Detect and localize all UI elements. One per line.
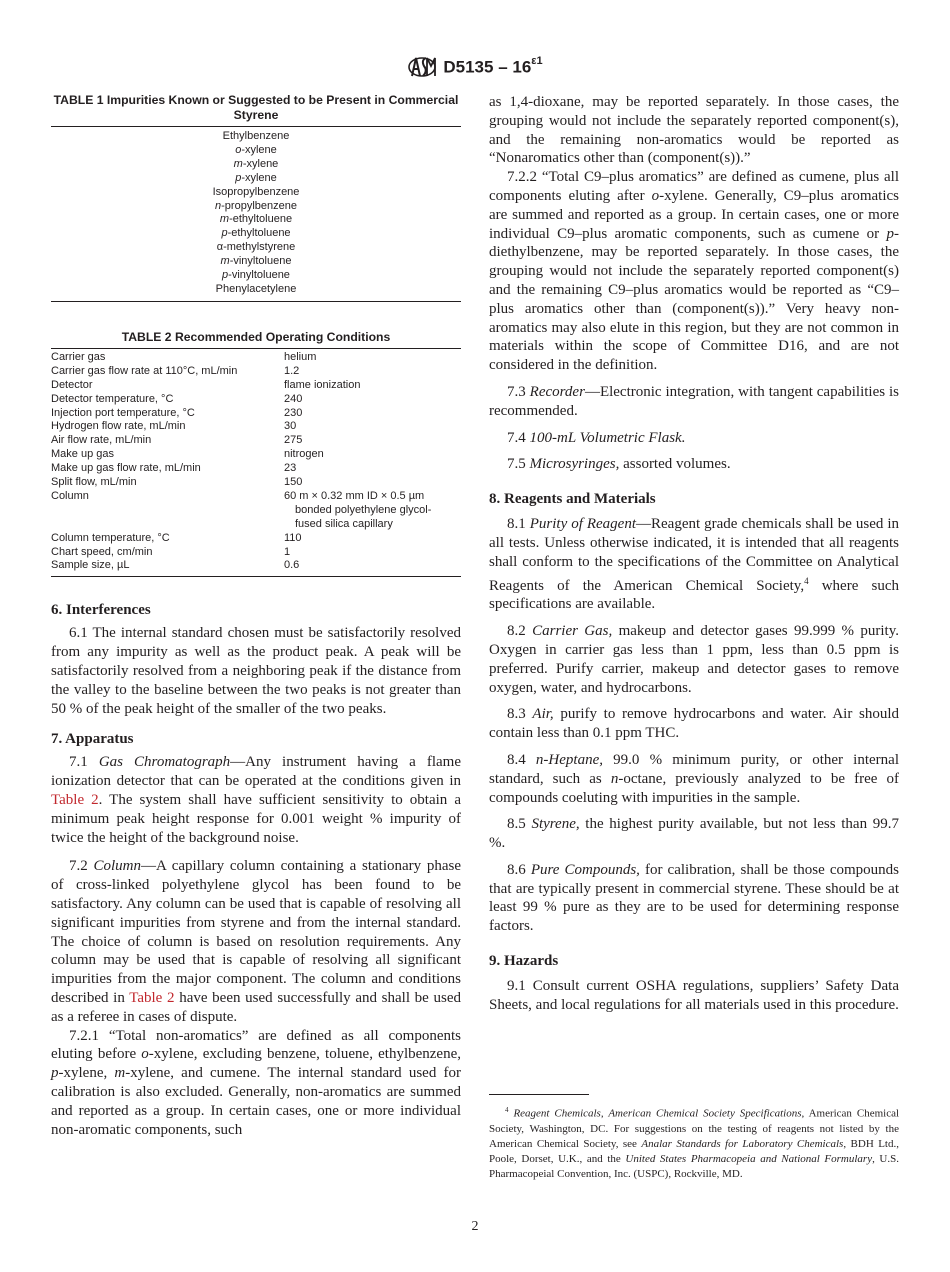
table-1-bottom-rule [51,301,461,302]
table-2-row [51,546,461,560]
paragraph-6-1: 6.1 The internal standard chosen must be satisfactorily resolved from any impurity as well as the product peak. A peak will be satisfactorily resolved from a neighboring peak if the distance from the valley to the baseline between the two peaks is not greater than 50 % of the peak height of the smaller of the two peaks. [51,625,461,717]
section-7-heading: 7. Apparatus [51,731,134,748]
page-number: 2 [471,1219,479,1234]
value-cell: 23 [284,462,297,475]
section-9 [489,952,899,1015]
table-2 [51,330,461,578]
table-1-item: m-vinyltoluene [220,255,292,268]
paragraph-8-4: 8.4 n-Heptane, 99.0 % minimum purity, or other internal standard, such as n-octane, previously analyzed to be free of compounds coeluting with impurities in the sample. [489,751,899,806]
table-2-row [51,532,461,546]
value-cell: 110 [284,531,302,544]
parameter-cell: Sample size, µL [51,559,130,572]
paragraph-7-2: 7.2 Column—A capillary column containing a stationary phase of cross-linked polyethylene glycol has been found to be satisfactory. Any column can be used that is capable of resolving all significant impurities from styrene and from the internal standard. The choice of column is based on resolution requirements. Any column may be used that is capable of resolving all significant impurities from the major component. The column and conditions described in Table 2 have been used successfully and shall be used as a referee in cases of dispute. [51,858,462,1025]
paragraph-7-4: 7.4 100-mL Volumetric Flask. [507,429,686,446]
value-cell: flame ionization [284,378,361,391]
paragraph-8-6: 8.6 Pure Compounds, for calibration, shall be those compounds that are typically present in commercial styrene. These should be at least 99 % pure as they are to be used for determining response factors. [489,861,899,935]
section-6 [51,601,461,718]
table-2-row [51,407,461,421]
parameter-cell: Carrier gas flow rate at 110°C, mL/min [51,364,238,377]
section-9-heading: 9. Hazards [489,953,559,970]
value-cell: 240 [284,392,303,405]
footnotes [489,1094,899,1183]
value-cell: nitrogen [284,448,324,461]
table-1-item: m-xylene [233,157,279,170]
table-2-row [51,420,461,434]
table-1-item: p-ethyltoluene [221,227,291,240]
table-2-row [51,351,461,365]
table-1-item: n-propylbenzene [215,199,297,212]
standard-designation: $D5135 - 16^{\varepsilon 1}$ [443,54,543,77]
table-2-row [51,490,461,532]
value-cell: 150 [284,476,303,489]
footnote-rule [489,1094,589,1095]
parameter-cell: Detector [51,378,93,391]
section-8 [489,490,899,936]
table-1-item: p-xylene [235,171,277,184]
page-header [0,52,950,87]
table-2-row [51,393,461,407]
value-cell: 60 m × 0.32 mm ID × 0.5 µm bonded polyethylene glycol- fused silica capillary [284,489,432,530]
table-2-link[interactable]: Table 2 [51,791,99,808]
footnote-4: $^4$ Reagent Chemicals, American Chemical Society Specifications, American Chemical Society, Washington, DC. For suggestions on the testing of reagents not listed by the American Chemical Society, see Analar Standards for Laboratory Chemicals, BDH Ltd., Poole, Dorset, U.K., and the United States Pharmacopeia and National Formulary, U.S. Pharmacopeial Convention, Inc. (USPC), Rockville, MD. [489,1106,900,1181]
table-2-row [51,448,461,462]
table-2-row [51,365,461,379]
paragraph-7-3: 7.3 Recorder—Electronic integration, with tangent capabilities is recommended. [489,383,899,419]
parameter-cell: Split flow, mL/min [51,476,137,489]
table-1-list [51,127,461,301]
table-2-body [51,351,461,574]
parameter-cell: Hydrogen flow rate, mL/min [51,420,186,433]
section-8-heading: 8. Reagents and Materials [489,491,656,508]
table-1-item: Ethylbenzene [222,130,290,142]
paragraph-8-2: 8.2 Carrier Gas, makeup and detector gases 99.999 % purity. Oxygen in carrier gas less than 1 ppm, less than 0.5 ppm is preferred. Purify carrier, makeup and detector gases to remove oxygen, water, and hydrocarbons. [489,623,899,696]
value-cell: 0.6 [284,559,300,572]
table-1-item: m-ethyltoluene [219,213,293,226]
value-cell: 1 [284,545,291,558]
parameter-cell: Chart speed, cm/min [51,545,153,558]
value-cell: 230 [284,406,303,419]
parameter-cell: Carrier gas [51,350,106,363]
right-column [489,93,900,1181]
table-2-title: TABLE 2 Recommended Operating Conditions [121,329,391,344]
table-2-row [51,559,461,573]
table-1-title: TABLE 1 Impurities Known or Suggested to be Present in Commercial Styrene [53,93,459,122]
parameter-cell: Injection port temperature, °C [51,406,195,419]
table-2-row [51,434,461,448]
value-cell: helium [284,350,317,363]
table-2-row [51,476,461,490]
table-1-item: Phenylacetylene [215,282,297,295]
footnote-4-ref[interactable]: 4 [804,575,809,586]
value-cell: 1.2 [284,364,300,377]
table-1-item: o-xylene [235,143,277,156]
table-1 [51,93,461,302]
paragraph-8-1: 8.1 Purity of Reagent—Reagent grade chemicals shall be used in all tests. Unless otherwise indicated, it is intended that all reagents shall conform to the specifications of the Committee on Analytical Reagents of the American Chemical Society,$^4$ where such specifications are available. [489,516,899,613]
left-column [51,93,461,1139]
table-2-link[interactable]: Table 2 [129,989,175,1006]
parameter-cell: Column temperature, °C [51,531,170,544]
section-7 [51,730,461,1139]
paragraph-7-5: 7.5 Microsyringes, assorted volumes. [507,456,731,473]
parameter-cell: Make up gas [51,448,114,461]
parameter-cell: Detector temperature, °C [51,392,174,405]
astm-logo-icon [407,52,437,82]
paragraph-8-5: 8.5 Styrene, the highest purity available, but not less than 99.7 %. [489,816,900,852]
table-2-row [51,462,461,476]
parameter-cell: Air flow rate, mL/min [51,434,152,447]
value-cell: 30 [284,420,297,433]
paragraph-8-3: 8.3 Air, purify to remove hydrocarbons and water. Air should contain less than 0.1 ppm THC. [489,706,900,742]
table-2-row [51,379,461,393]
table-1-item: p-vinyltoluene [222,269,290,282]
parameter-cell: Column [51,489,89,502]
paragraph-7-2-1-continued: as 1,4-dioxane, may be reported separately. In those cases, the grouping would not include the separately reported component(s), and the remaining non-aromatics would be reported as “Nonaromatics other than (component(s)).” [489,94,899,167]
table-1-item: α-methylstyrene [216,241,296,254]
paragraph-7-1: 7.1 Gas Chromatograph—Any instrument having a flame ionization detector that can be operated at the conditions given in Table 2. The system shall have sufficient sensitivity to obtain a minimum peak height response for 0.001 weight % impurity of twice the height of the background noise. [51,754,462,846]
paragraph-7-2-2: 7.2.2 “Total C9–plus aromatics” are defined as cumene, plus all components eluting after o-xylene. Generally, C9–plus aromatics are summed and reported as a group. In certain cases, one or more individual C9–plus aromatic components, such as cumene or p-diethylbenzene, may be reported separately. In those cases, the grouping would not include the separately reported component(s) and the remaining C9–plus aromatics would be reported as “C9–plus aromatics other than (component(s)).” Very heavy non-aromatics may also elute in this region, but they are not common in materials within the scope of Committee D16, and are not considered in the definition. [489,169,899,374]
parameter-cell: Make up gas flow rate, mL/min [51,462,201,475]
table-2-bottom-rule [51,576,461,577]
value-cell: 275 [284,434,303,447]
paragraph-7-2-1: 7.2.1 “Total non-aromatics” are defined as all components eluting before o-xylene, excluding benzene, toluene, ethylbenzene, p-xylene, m-xylene, and cumene. The internal standard used for calibration is also excluded. Generally, non-aromatics are summed and reported as a group. In certain cases, one or more individual non-aromatic components, such [51,1027,461,1138]
paragraph-9-1: 9.1 Consult current OSHA regulations, suppliers’ Safety Data Sheets, and local regulations for all materials used in this procedure. [489,978,899,1013]
table-1-item: Isopropylbenzene [212,185,300,198]
section-6-heading: 6. Interferences [51,602,151,619]
